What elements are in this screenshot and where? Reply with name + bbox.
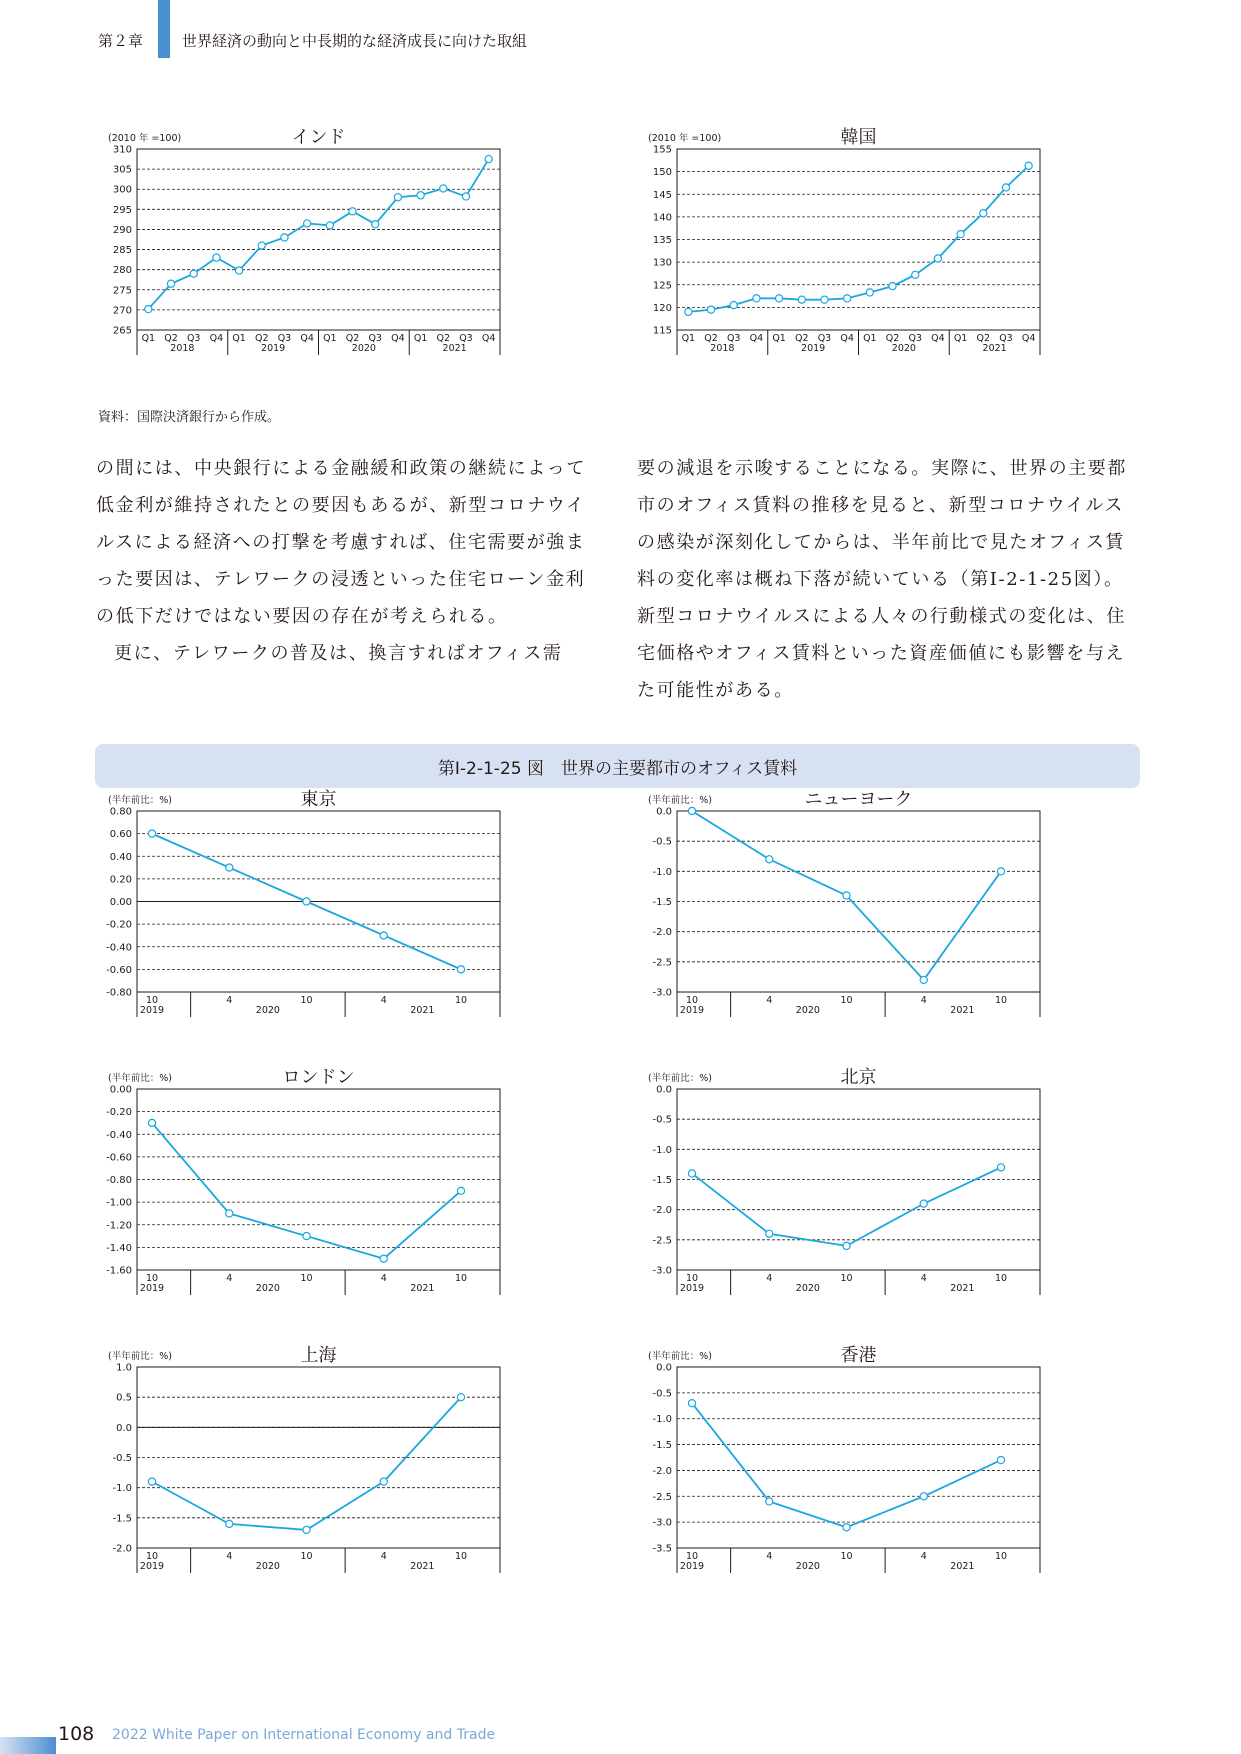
y-tick-label: -1.60 (106, 1265, 132, 1277)
y-tick-label: 280 (112, 265, 132, 277)
y-axis-unit-label: (半年前比：%) (648, 795, 712, 806)
data-point (934, 255, 941, 262)
data-point (485, 155, 492, 162)
y-tick-label: 0.00 (109, 897, 132, 908)
y-tick-label: -2.0 (652, 1205, 672, 1217)
x-group-label: 2018 (710, 343, 735, 354)
x-tick-label: 4 (226, 1273, 233, 1284)
x-tick-label: Q1 (772, 333, 786, 344)
y-tick-label: -0.5 (652, 1388, 672, 1400)
y-tick-label: -0.80 (106, 987, 132, 999)
y-tick-label: -1.40 (106, 1242, 132, 1254)
chart-tokyo (106, 789, 580, 1067)
x-tick-label: 10 (300, 995, 313, 1006)
y-tick-label: -3.0 (652, 1265, 672, 1277)
y-tick-label: 0.60 (109, 829, 132, 841)
x-tick-label: 4 (226, 1551, 233, 1562)
x-tick-label: Q4 (300, 333, 314, 344)
y-tick-label: 285 (112, 245, 132, 257)
x-tick-label: 10 (454, 1551, 468, 1562)
x-group-label: 2019 (679, 1005, 705, 1016)
x-tick-label: 10 (145, 1551, 159, 1562)
data-point (349, 208, 356, 215)
y-tick-label: -1.0 (652, 1144, 672, 1156)
chart-london (106, 1067, 580, 1345)
x-tick-label: Q4 (1021, 333, 1036, 344)
x-tick-label: Q4 (931, 333, 945, 344)
y-tick-label: 125 (652, 280, 672, 292)
y-axis-unit-label: (半年前比：%) (108, 795, 172, 806)
y-tick-label: 140 (652, 212, 672, 224)
x-tick-label: 4 (380, 995, 387, 1006)
x-group-label: 2021 (950, 1561, 975, 1572)
plot-frame (137, 149, 500, 330)
y-tick-label: 1.0 (116, 1362, 132, 1374)
data-point (372, 221, 379, 228)
data-point (920, 1200, 927, 1207)
data-point (235, 267, 242, 274)
x-group-label: 2021 (410, 1283, 435, 1294)
y-tick-label: 145 (652, 189, 672, 201)
data-point (920, 1493, 927, 1500)
y-tick-label: 0.0 (656, 806, 672, 818)
y-tick-label: -0.60 (106, 964, 132, 976)
series-line (148, 159, 488, 309)
chart-india (108, 127, 580, 405)
x-tick-label: 4 (226, 995, 233, 1006)
data-point (844, 295, 851, 302)
x-tick-label: 10 (840, 1551, 853, 1562)
data-point (417, 192, 424, 199)
data-point (730, 302, 737, 309)
plot-frame (677, 1367, 1040, 1548)
y-axis-unit-label: (半年前比：%) (108, 1351, 172, 1362)
y-tick-label: -1.5 (652, 1175, 672, 1186)
x-tick-label: Q1 (953, 333, 968, 344)
data-point (766, 1498, 773, 1505)
x-tick-label: Q2 (795, 333, 809, 344)
x-group-label: 2018 (170, 343, 195, 354)
y-tick-label: -1.5 (652, 897, 672, 908)
data-point (281, 234, 288, 241)
data-point (707, 306, 714, 313)
chart-beijing (648, 1067, 1120, 1345)
data-point (148, 830, 155, 837)
data-point (145, 305, 152, 312)
x-group-label: 2020 (795, 1005, 820, 1016)
x-group-label: 2019 (261, 343, 286, 354)
x-tick-label: 10 (300, 1551, 313, 1562)
x-tick-label: 10 (454, 995, 468, 1006)
x-tick-label: 4 (380, 1551, 387, 1562)
data-point (304, 220, 311, 227)
x-group-label: 2021 (410, 1005, 435, 1016)
publication-title: 2022 White Paper on International Economy and Trade (112, 1727, 496, 1743)
data-point (688, 807, 695, 814)
x-tick-label: Q2 (885, 333, 900, 344)
y-tick-label: 0.0 (656, 1362, 672, 1374)
y-tick-label: 0.20 (109, 874, 132, 886)
data-point (798, 296, 805, 303)
x-group-label: 2019 (801, 343, 826, 354)
x-group-label: 2019 (679, 1561, 705, 1572)
data-point (997, 1164, 1004, 1171)
x-tick-label: 10 (840, 1273, 853, 1284)
y-axis-unit-label: (半年前比：%) (648, 1351, 712, 1362)
data-point (148, 1478, 155, 1485)
data-point (303, 1232, 310, 1239)
x-group-label: 2019 (139, 1561, 165, 1572)
x-tick-label: Q3 (817, 333, 832, 344)
y-tick-label: 130 (652, 257, 672, 269)
x-tick-label: Q3 (726, 333, 741, 344)
series-line (152, 1397, 461, 1530)
x-tick-label: 10 (685, 995, 699, 1006)
x-tick-label: Q3 (186, 333, 201, 344)
chart-newyork (648, 789, 1120, 1067)
x-group-label: 2020 (891, 343, 916, 354)
paragraph: の間には、中央銀行による金融緩和政策の継続によって低金利が維持されたとの要因もあるが、新型コロナウイルスによる経済への打撃を考慮すれば、住宅需要が強まった要因は、テレワークの浸透といった住宅ローン金利の低下だけではない要因の存在が考えられる。 (96, 458, 586, 627)
x-tick-label: Q2 (704, 333, 718, 344)
data-point (912, 271, 919, 278)
y-tick-label: 135 (652, 235, 672, 246)
y-tick-label: 275 (112, 285, 132, 297)
data-point (148, 1119, 155, 1126)
y-tick-label: -2.5 (652, 957, 672, 969)
data-point (685, 308, 692, 315)
footer-accent-bar (0, 1737, 56, 1754)
y-tick-label: 0.5 (116, 1392, 132, 1404)
y-tick-label: -0.5 (112, 1453, 132, 1464)
chart-title: 韓国 (840, 127, 877, 148)
data-point (167, 280, 174, 287)
x-tick-label: Q1 (323, 333, 337, 344)
y-tick-label: 0.00 (109, 1084, 132, 1096)
data-point (688, 1400, 695, 1407)
y-tick-label: 310 (112, 144, 132, 156)
data-point (843, 892, 850, 899)
y-tick-label: 0.40 (109, 851, 132, 863)
y-tick-label: 295 (112, 204, 132, 216)
y-tick-label: -0.40 (106, 1129, 132, 1141)
x-tick-label: Q2 (976, 333, 991, 344)
data-point (688, 1170, 695, 1177)
y-tick-label: -1.00 (106, 1197, 132, 1209)
x-tick-label: 10 (994, 1273, 1008, 1284)
x-tick-label: 10 (454, 1273, 468, 1284)
y-tick-label: -1.20 (106, 1220, 132, 1232)
chart-korea (648, 127, 1120, 405)
y-tick-label: -2.0 (112, 1543, 132, 1555)
x-group-label: 2020 (255, 1561, 280, 1572)
chart-title: ロンドン (282, 1067, 355, 1088)
y-tick-label: -0.80 (106, 1175, 132, 1186)
header-accent-bar (158, 0, 170, 58)
x-tick-label: Q1 (413, 333, 428, 344)
data-point (258, 242, 265, 249)
chapter-title: 世界経済の動向と中長期的な経済成長に向けた取組 (182, 32, 528, 50)
x-tick-label: Q2 (345, 333, 360, 344)
data-point (457, 966, 464, 973)
x-group-label: 2020 (351, 343, 376, 354)
x-group-label: 2019 (679, 1283, 705, 1294)
x-tick-label: Q3 (908, 333, 922, 344)
y-tick-label: 150 (652, 167, 672, 179)
y-axis-unit-label: (半年前比：%) (648, 1073, 712, 1084)
data-point (226, 1520, 233, 1527)
y-tick-label: -1.5 (112, 1513, 132, 1525)
y-tick-label: -0.5 (652, 836, 672, 848)
y-tick-label: -3.5 (652, 1543, 672, 1555)
x-group-label: 2021 (982, 343, 1007, 354)
x-group-label: 2021 (950, 1005, 975, 1016)
x-tick-label: 4 (920, 1273, 927, 1284)
data-point (462, 193, 469, 200)
y-axis-unit-label: (2010 年 =100) (648, 133, 722, 144)
x-tick-label: 4 (766, 1551, 773, 1562)
data-point (303, 898, 310, 905)
data-point (440, 185, 447, 192)
x-tick-label: 4 (380, 1273, 387, 1284)
y-tick-label: -1.0 (112, 1483, 132, 1495)
page-number: 108 (58, 1723, 95, 1745)
x-tick-label: 4 (766, 1273, 773, 1284)
x-tick-label: Q4 (209, 333, 224, 344)
y-tick-label: 0.80 (109, 806, 132, 818)
x-tick-label: 10 (145, 995, 159, 1006)
data-point (997, 1456, 1004, 1463)
y-tick-label: -0.60 (106, 1152, 132, 1164)
data-point (190, 270, 197, 277)
chart-title: ニューヨーク (804, 789, 913, 810)
y-tick-label: 120 (652, 302, 672, 314)
y-tick-label: 290 (112, 224, 132, 236)
y-tick-label: -2.0 (652, 927, 672, 939)
x-group-label: 2020 (795, 1283, 820, 1294)
x-tick-label: Q2 (255, 333, 269, 344)
x-tick-label: 4 (920, 995, 927, 1006)
body-text-right (637, 450, 1137, 709)
x-tick-label: 4 (766, 995, 773, 1006)
data-point (766, 856, 773, 863)
data-point (1002, 184, 1009, 191)
x-group-label: 2020 (795, 1561, 820, 1572)
y-tick-label: -1.0 (652, 866, 672, 878)
data-point (303, 1526, 310, 1533)
y-tick-label: 155 (652, 144, 672, 156)
data-point (213, 254, 220, 261)
data-point (889, 283, 896, 290)
y-tick-label: 270 (112, 305, 132, 317)
data-point (226, 864, 233, 871)
paragraph: 要の減退を示唆することになる。実際に、世界の主要都市のオフィス賃料の推移を見ると、新型コロナウイルスの感染が深刻化してからは、半年前比で見たオフィス賃料の変化率は概ね下落が続いている（第Ⅰ-2-1-25図）。新型コロナウイルスによる人々の行動様式の変化は、住宅価格やオフィス賃料といった資産価値にも影響を与えた可能性がある。 (637, 458, 1127, 701)
x-group-label: 2021 (410, 1561, 435, 1572)
y-tick-label: -2.5 (652, 1491, 672, 1503)
y-tick-label: 265 (112, 325, 132, 337)
y-tick-label: 300 (112, 184, 132, 196)
body-text-left (96, 450, 596, 672)
y-tick-label: -1.0 (652, 1414, 672, 1426)
x-group-label: 2020 (255, 1283, 280, 1294)
chapter-label: 第２章 (98, 32, 144, 50)
y-tick-label: -3.0 (652, 1517, 672, 1529)
x-tick-label: 10 (685, 1551, 699, 1562)
x-tick-label: Q1 (141, 333, 156, 344)
x-tick-label: 10 (994, 995, 1008, 1006)
y-tick-label: 0.0 (116, 1422, 132, 1434)
y-tick-label: 115 (652, 325, 672, 337)
data-point (1025, 162, 1032, 169)
x-tick-label: Q1 (863, 333, 877, 344)
data-point (980, 210, 987, 217)
chart-title: 東京 (300, 789, 337, 810)
x-tick-label: 10 (300, 1273, 313, 1284)
data-point (843, 1242, 850, 1249)
y-axis-unit-label: (半年前比：%) (108, 1073, 172, 1084)
data-point (843, 1524, 850, 1531)
y-axis-unit-label: (2010 年 =100) (108, 133, 182, 144)
data-point (380, 1255, 387, 1262)
series-line (688, 166, 1028, 312)
chart-shanghai (108, 1345, 580, 1623)
x-tick-label: Q2 (164, 333, 178, 344)
data-point (457, 1187, 464, 1194)
y-tick-label: 305 (112, 164, 132, 176)
data-point (380, 1478, 387, 1485)
x-tick-label: Q1 (232, 333, 246, 344)
x-tick-label: Q4 (391, 333, 405, 344)
x-tick-label: 10 (145, 1273, 159, 1284)
y-tick-label: -0.20 (106, 1107, 132, 1119)
paragraph: 更に、テレワークの普及は、換言すればオフィス需 (114, 643, 563, 664)
data-point (380, 932, 387, 939)
x-tick-label: Q3 (459, 333, 473, 344)
y-tick-label: 0.0 (656, 1084, 672, 1096)
data-point (866, 289, 873, 296)
x-tick-label: Q1 (681, 333, 696, 344)
data-point (753, 295, 760, 302)
data-point (997, 868, 1004, 875)
x-tick-label: Q4 (840, 333, 854, 344)
x-tick-label: 10 (685, 1273, 699, 1284)
data-point (766, 1230, 773, 1237)
data-point (226, 1210, 233, 1217)
y-tick-label: -0.5 (652, 1114, 672, 1126)
data-point (326, 222, 333, 229)
chart-title: インド (291, 127, 346, 148)
x-tick-label: Q3 (277, 333, 292, 344)
data-point (920, 976, 927, 983)
series-line (692, 1403, 1001, 1527)
x-tick-label: Q3 (368, 333, 382, 344)
y-tick-label: -2.0 (652, 1465, 672, 1477)
x-tick-label: 4 (920, 1551, 927, 1562)
x-tick-label: Q2 (436, 333, 451, 344)
data-point (457, 1394, 464, 1401)
y-tick-label: -3.0 (652, 987, 672, 999)
chart-title: 北京 (840, 1067, 877, 1088)
y-tick-label: -0.20 (106, 919, 132, 931)
x-group-label: 2020 (255, 1005, 280, 1016)
y-tick-label: -0.40 (106, 942, 132, 954)
x-group-label: 2021 (950, 1283, 975, 1294)
x-tick-label: 10 (994, 1551, 1008, 1562)
figure-title: 第Ⅰ-2-1-25 図 世界の主要都市のオフィス賃料 (95, 744, 1140, 788)
data-point (957, 230, 964, 237)
data-point (821, 296, 828, 303)
x-group-label: 2019 (139, 1283, 165, 1294)
x-group-label: 2021 (442, 343, 467, 354)
y-tick-label: -2.5 (652, 1235, 672, 1247)
x-tick-label: Q4 (749, 333, 764, 344)
data-point (394, 194, 401, 201)
data-point (775, 295, 782, 302)
x-group-label: 2019 (139, 1005, 165, 1016)
x-tick-label: Q3 (999, 333, 1013, 344)
chart-title: 香港 (840, 1345, 877, 1366)
chart-title: 上海 (300, 1345, 337, 1366)
x-tick-label: Q4 (481, 333, 496, 344)
chart-hongkong (648, 1345, 1120, 1623)
source-note: 資料：国際決済銀行から作成。 (98, 410, 281, 425)
x-tick-label: 10 (840, 995, 853, 1006)
y-tick-label: -1.5 (652, 1440, 672, 1452)
